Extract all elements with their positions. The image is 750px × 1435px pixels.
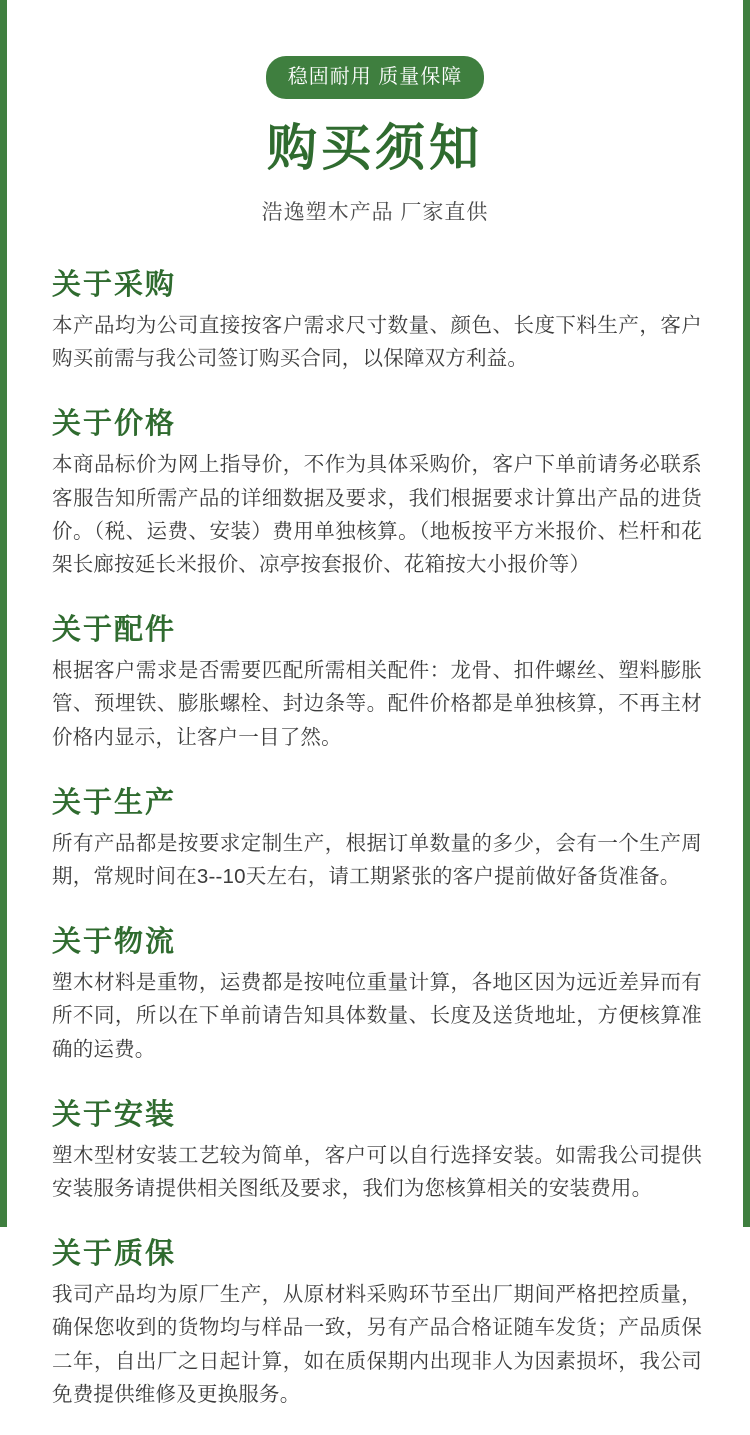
section-body: 塑木型材安装工艺较为简单，客户可以自行选择安装。如需我公司提供安装服务请提供相关图纸及要求，我们为您核算相关的安装费用。 [52,1143,702,1201]
section-title: 关于配件 [52,614,177,647]
page-title: 购买须知 [267,120,483,176]
section-body: 塑木材料是重物，运费都是按吨位重量计算，各地区因为远近差异而有所不同，所以在下单前请告知具体数量、长度及送货地址，方便核算准确的运费。 [52,971,702,1061]
section-installation [40,1092,710,1205]
section-body: 本产品均为公司直接按客户需求尺寸数量、颜色、长度下料生产，客户购买前需与我公司签订购买合同，以保障双方利益。 [52,314,702,371]
section-title: 关于物流 [52,926,177,959]
page-header [40,0,710,226]
section-procurement [40,262,710,375]
section-title: 关于采购 [52,269,177,301]
section-title: 关于质保 [52,1238,177,1271]
section-body: 本商品标价为网上指导价，不作为具体采购价，客户下单前请务必联系客服告知所需产品的详细数据及要求，我们根据要求计算出产品的进货价。（税、运费、安装）费用单独核算。（地板按平方米报价、栏杆和花架长廊按延长米报价、凉亭按套报价、花箱按大小报价等） [52,453,702,577]
section-warranty [40,1231,710,1411]
section-body: 所有产品都是按要求定制生产，根据订单数量的多少，会有一个生产周期，常规时间在3--10天左右，请工期紧张的客户提前做好备货准备。 [52,831,702,889]
section-body: 根据客户需求是否需要匹配所需相关配件：龙骨、扣件螺丝、塑料膨胀管、预埋铁、膨胀螺栓、封边条等。配件价格都是单独核算，不再主材价格内显示，让客户一目了然。 [52,659,702,749]
section-logistics [40,919,710,1066]
section-title: 关于安装 [52,1098,177,1131]
section-title: 关于价格 [52,408,177,441]
quality-badge: 稳固耐用 质量保障 [266,56,485,99]
section-price [40,401,710,581]
page-subtitle: 浩逸塑木产品 厂家直供 [261,201,489,224]
section-title: 关于生产 [52,786,177,819]
section-body: 我司产品均为原厂生产，从原材料采购环节至出厂期间严格把控质量，确保您收到的货物均与样品一致，另有产品合格证随车发货；产品质保二年，自出厂之日起计算，如在质保期内出现非人为因素损坏，我公司免费提供维修及更换服务。 [52,1283,702,1406]
notice-sections [40,262,710,1435]
section-accessories [40,607,710,754]
section-production [40,780,710,893]
